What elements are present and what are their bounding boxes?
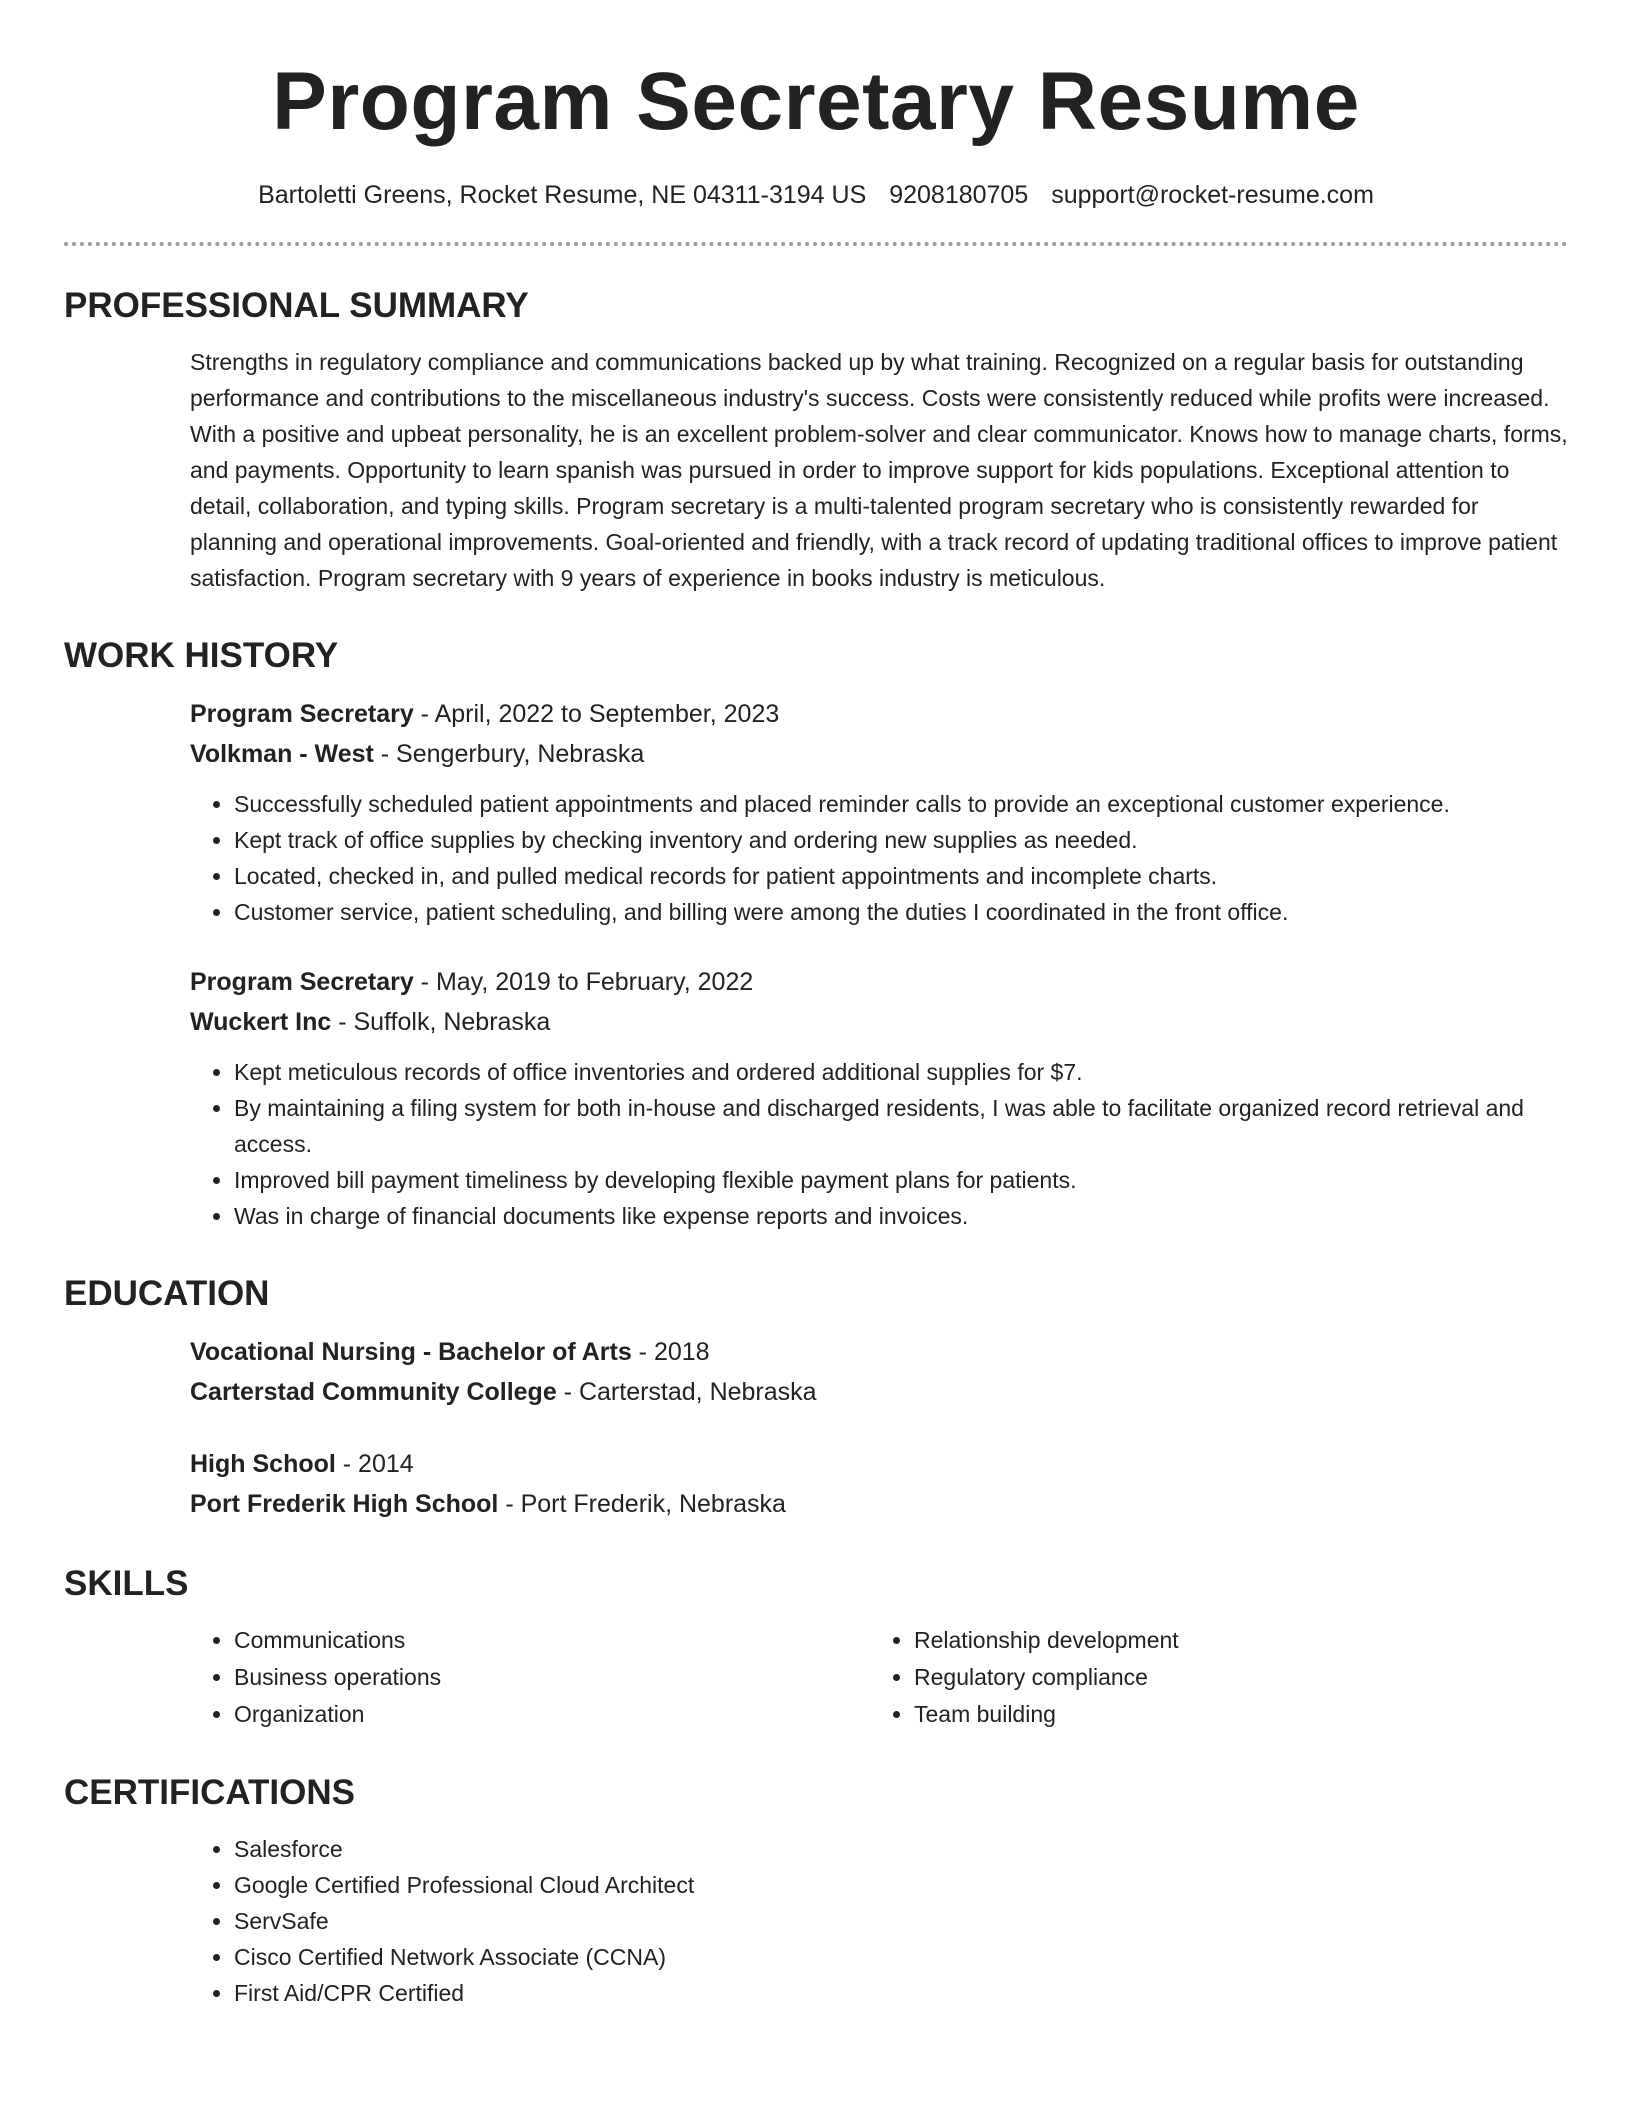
certification-item: • Google Certified Professional Cloud Architect — [234, 1867, 1568, 1903]
work-history-heading: WORK HISTORY — [64, 636, 339, 675]
certification-item: • Cisco Certified Network Associate (CCNA) — [234, 1939, 1568, 1975]
degree-year: - 2014 — [335, 1450, 414, 1478]
job-title: Program Secretary — [190, 968, 414, 996]
certifications-section — [64, 1773, 1568, 2011]
job-bullet: • Successfully scheduled patient appointments and placed reminder calls to provide an exceptional customer experience. — [234, 786, 1568, 822]
job-bullet: • Improved bill payment timeliness by developing flexible payment plans for patients. — [234, 1162, 1568, 1198]
skill-item: • Communications — [234, 1622, 870, 1659]
education-entry — [190, 1444, 1568, 1524]
certification-item: • Salesforce — [234, 1831, 1568, 1867]
job-bullets — [190, 786, 1568, 930]
job-title-line — [190, 962, 1568, 1002]
school-location: - Carterstad, Nebraska — [556, 1378, 817, 1406]
school-location: - Port Frederik, Nebraska — [498, 1490, 786, 1518]
job-title: Program Secretary — [190, 700, 414, 728]
job-dates: - April, 2022 to September, 2023 — [413, 700, 780, 728]
school-name: Carterstad Community College — [190, 1378, 557, 1406]
skill-item: • Team building — [914, 1696, 1550, 1733]
certifications-list — [190, 1831, 1568, 2011]
skill-item: • Regulatory compliance — [914, 1659, 1550, 1696]
certifications-heading: CERTIFICATIONS — [64, 1773, 356, 1812]
school-line — [190, 1484, 1568, 1524]
education-section — [64, 1274, 1568, 1524]
job-location: - Suffolk, Nebraska — [331, 1008, 551, 1036]
header-divider — [64, 242, 1568, 246]
skills-column-right — [870, 1622, 1550, 1733]
summary-section — [64, 286, 1568, 596]
job-bullet: • Customer service, patient scheduling, and billing were among the duties I coordinated in the front office. — [234, 894, 1568, 930]
school-line — [190, 1372, 1568, 1412]
school-name: Port Frederik High School — [190, 1490, 499, 1518]
job-company-line — [190, 1002, 1568, 1042]
skills-grid — [190, 1622, 1550, 1733]
skills-heading: SKILLS — [64, 1564, 189, 1603]
job-bullet: • Located, checked in, and pulled medical records for patient appointments and incomplete charts. — [234, 858, 1568, 894]
job-title-line — [190, 694, 1568, 734]
degree-line — [190, 1444, 1568, 1484]
skills-column-left — [190, 1622, 870, 1733]
certification-item: • First Aid/CPR Certified — [234, 1975, 1568, 2011]
contact-line — [64, 178, 1568, 212]
job-location: - Sengerbury, Nebraska — [373, 740, 645, 768]
certification-item: • ServSafe — [234, 1903, 1568, 1939]
job-company: Volkman - West — [190, 740, 374, 768]
job-bullet: • Was in charge of financial documents like expense reports and invoices. — [234, 1198, 1568, 1234]
degree-name: Vocational Nursing - Bachelor of Arts — [190, 1338, 632, 1366]
education-entry — [190, 1332, 1568, 1412]
contact-phone: 9208180705 — [889, 181, 1029, 209]
education-heading: EDUCATION — [64, 1274, 270, 1313]
skill-item: • Business operations — [234, 1659, 870, 1696]
job-company: Wuckert Inc — [190, 1008, 332, 1036]
job-company-line — [190, 734, 1568, 774]
job-entry — [190, 962, 1568, 1234]
skill-item: • Organization — [234, 1696, 870, 1733]
job-bullet: • By maintaining a filing system for both in-house and discharged residents, I was able to facilitate organized record retrieval and access. — [234, 1090, 1568, 1162]
job-bullet: • Kept meticulous records of office inventories and ordered additional supplies for $7. — [234, 1054, 1568, 1090]
summary-text: Strengths in regulatory compliance and communications backed up by what training. Recognized on a regular basis for outstanding performance and contributions to the miscellaneous industry's success. Costs were consistently reduced while profits were increased. With a positive and upbeat personality, he is an excellent problem-solver and clear communicator. Knows how to manage charts, forms, and payments. Opportunity to learn spanish was pursued in order to improve support for kids populations. Exceptional attention to detail, collaboration, and typing skills. Program secretary is a multi-talented program secretary who is consistently rewarded for planning and operational improvements. Goal-oriented and friendly, with a track record of updating traditional offices to improve patient satisfaction. Program secretary with 9 years of experience in books industry is meticulous. — [190, 349, 1568, 591]
job-entry — [190, 694, 1568, 930]
summary-heading: PROFESSIONAL SUMMARY — [64, 286, 529, 325]
skill-item: • Relationship development — [914, 1622, 1550, 1659]
work-history-section — [64, 636, 1568, 1234]
resume-title: Program Secretary Resume — [272, 56, 1360, 147]
job-dates: - May, 2019 to February, 2022 — [413, 968, 754, 996]
degree-line — [190, 1332, 1568, 1372]
resume-header — [64, 52, 1568, 212]
skills-section — [64, 1564, 1568, 1733]
contact-email: support@rocket-resume.com — [1051, 181, 1374, 209]
degree-name: High School — [190, 1450, 336, 1478]
job-bullet: • Kept track of office supplies by checking inventory and ordering new supplies as needed. — [234, 822, 1568, 858]
degree-year: - 2018 — [631, 1338, 710, 1366]
contact-address: Bartoletti Greens, Rocket Resume, NE 04311-3194 US — [258, 181, 867, 209]
job-bullets — [190, 1054, 1568, 1234]
